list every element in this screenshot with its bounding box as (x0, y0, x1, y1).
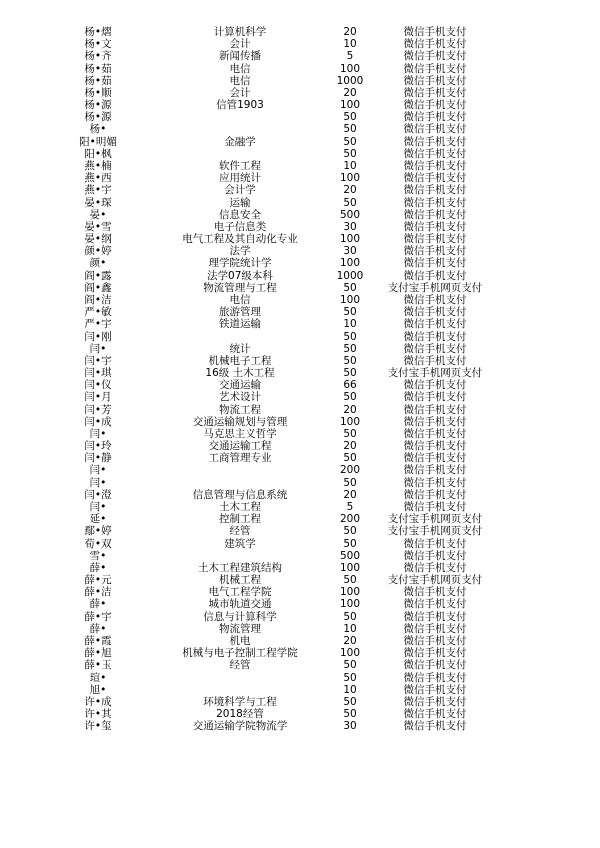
donor-major: 城市轨道交通 (208, 598, 272, 611)
donor-major: 电气工程及其自动化专业 (182, 233, 298, 246)
donation-amount: 50 (343, 342, 357, 355)
payment-method: 微信手机支付 (403, 635, 467, 647)
donor-name: 闫•月 (84, 391, 112, 404)
table-row (0, 221, 600, 233)
donor-major: 会计 (229, 86, 251, 99)
donation-amount: 66 (343, 379, 357, 392)
donor-name: 杨•齐 (84, 50, 112, 63)
payment-method: 微信手机支付 (403, 135, 467, 148)
donor-name: 晏•纲 (84, 233, 112, 246)
donor-major: 土木工程 (219, 501, 261, 514)
donor-name: 阳•枫 (84, 147, 112, 160)
donor-name: 闫• (89, 342, 107, 355)
donor-name: 晏•雪 (84, 220, 112, 233)
donor-name: 旭• (89, 683, 107, 696)
donor-name: 闫•琪 (84, 367, 112, 380)
payment-method: 微信手机支付 (403, 708, 467, 721)
table-row (0, 245, 600, 257)
donor-name: 瑄• (89, 671, 107, 684)
donor-name: 杨•熠 (84, 26, 112, 38)
donor-name: 闫•宇 (84, 354, 112, 367)
donation-amount: 20 (343, 26, 357, 38)
table-row (0, 501, 600, 513)
donor-major: 电信 (229, 62, 251, 75)
donor-name: 薛• (89, 561, 107, 574)
payment-method: 支付宝手机网页支付 (387, 525, 483, 538)
donor-major: 会计 (229, 38, 251, 51)
donor-name: 闫•仪 (84, 379, 112, 392)
donor-major: 电子信息类 (213, 220, 267, 233)
donor-major: 机械工程 (219, 574, 261, 587)
donor-name: 闫•澄 (84, 488, 112, 501)
payment-method: 微信手机支付 (403, 269, 467, 282)
donation-amount: 50 (343, 123, 357, 136)
table-row (0, 574, 600, 586)
table-row (0, 209, 600, 221)
table-row (0, 623, 600, 635)
payment-method: 微信手机支付 (403, 306, 467, 319)
donor-name: 许•玺 (84, 720, 112, 733)
payment-method: 微信手机支付 (403, 245, 467, 258)
payment-method: 微信手机支付 (403, 671, 467, 684)
table-row (0, 464, 600, 476)
payment-method: 微信手机支付 (403, 598, 467, 611)
payment-method: 微信手机支付 (403, 123, 467, 136)
donor-name: 闫• (89, 501, 107, 514)
table-row (0, 270, 600, 282)
donation-amount: 50 (343, 306, 357, 319)
payment-method: 微信手机支付 (403, 452, 467, 465)
donation-amount: 30 (343, 245, 357, 258)
donor-major: 控制工程 (219, 513, 261, 526)
donor-major: 铁道运输 (219, 318, 261, 331)
donor-name: 薛• (89, 622, 107, 635)
table-row (0, 404, 600, 416)
payment-method: 微信手机支付 (403, 440, 467, 453)
donor-major: 交通运输规划与管理 (192, 415, 288, 428)
donor-name: 薛•霞 (84, 635, 112, 647)
table-row (0, 306, 600, 318)
donation-amount: 50 (343, 367, 357, 380)
donor-major: 运输 (229, 196, 251, 209)
donation-amount: 10 (343, 318, 357, 331)
table-row (0, 355, 600, 367)
donation-amount: 50 (343, 452, 357, 465)
donor-major: 信息安全 (219, 208, 261, 221)
table-row (0, 318, 600, 330)
donor-name: 薛•宇 (84, 610, 112, 623)
table-row (0, 197, 600, 209)
payment-method: 微信手机支付 (403, 695, 467, 708)
donor-major: 环境科学与工程 (203, 695, 277, 708)
donor-name: 晏• (89, 208, 107, 221)
payment-method: 微信手机支付 (403, 464, 467, 477)
donor-name: 许•成 (84, 695, 112, 708)
payment-method: 微信手机支付 (403, 391, 467, 404)
donor-name: 阎•露 (84, 269, 112, 282)
payment-method: 微信手机支付 (403, 647, 467, 660)
payment-method: 微信手机支付 (403, 427, 467, 440)
donor-name: 严•敏 (84, 306, 112, 319)
payment-method: 支付宝手机网页支付 (387, 367, 483, 380)
donor-name: 杨•茹 (84, 62, 112, 75)
donor-name: 燕•楠 (84, 159, 112, 172)
donor-name: 阎•鑫 (84, 281, 112, 294)
donor-major: 信息与计算科学 (203, 610, 277, 623)
donor-name: 荀•双 (84, 537, 112, 550)
donor-name: 鄢•婷 (84, 525, 112, 538)
donation-amount: 100 (339, 598, 361, 611)
payment-method: 微信手机支付 (403, 184, 467, 197)
table-row (0, 257, 600, 269)
payment-method: 微信手机支付 (403, 561, 467, 574)
donor-major: 电信 (229, 74, 251, 87)
donation-amount: 50 (343, 659, 357, 672)
payment-method: 微信手机支付 (403, 537, 467, 550)
payment-method: 微信手机支付 (403, 488, 467, 501)
donation-amount: 100 (339, 257, 361, 270)
donor-name: 闫•静 (84, 452, 112, 465)
table-row (0, 659, 600, 671)
donor-name: 杨•源 (84, 99, 112, 112)
donor-major: 土木工程建筑结构 (198, 561, 282, 574)
payment-method: 微信手机支付 (403, 208, 467, 221)
payment-method: 微信手机支付 (403, 342, 467, 355)
payment-method: 微信手机支付 (403, 659, 467, 672)
table-row (0, 708, 600, 720)
table-row (0, 123, 600, 135)
donor-name: 燕•西 (84, 172, 112, 185)
donor-major: 会计学 (224, 184, 256, 197)
donor-name: 阎•洁 (84, 293, 112, 306)
donation-amount: 10 (343, 683, 357, 696)
donation-amount: 100 (339, 647, 361, 660)
table-row (0, 367, 600, 379)
donation-amount: 500 (339, 208, 361, 221)
table-row (0, 684, 600, 696)
donation-amount: 20 (343, 86, 357, 99)
donor-major: 软件工程 (219, 159, 261, 172)
table-row (0, 562, 600, 574)
table-row (0, 99, 600, 111)
payment-method: 微信手机支付 (403, 476, 467, 489)
donor-name: 闫•芳 (84, 403, 112, 416)
donor-major: 信息管理与信息系统 (192, 488, 288, 501)
donation-amount: 10 (343, 622, 357, 635)
donor-name: 延• (89, 513, 107, 526)
donor-name: 薛•元 (84, 574, 112, 587)
donor-major: 机械电子工程 (208, 354, 272, 367)
donor-name: 杨•文 (84, 38, 112, 51)
payment-method: 微信手机支付 (403, 159, 467, 172)
donation-amount: 100 (339, 293, 361, 306)
payment-method: 微信手机支付 (403, 501, 467, 514)
table-row (0, 38, 600, 50)
payment-method: 微信手机支付 (403, 233, 467, 246)
table-row (0, 111, 600, 123)
donation-amount: 100 (339, 415, 361, 428)
donor-major: 交通运输学院物流学 (192, 720, 288, 733)
donor-name: 薛• (89, 598, 107, 611)
table-row (0, 172, 600, 184)
donation-amount: 1000 (336, 74, 364, 87)
donor-major: 机械与电子控制工程学院 (182, 647, 298, 660)
table-row (0, 489, 600, 501)
donation-amount: 50 (343, 135, 357, 148)
donor-major: 经管 (229, 525, 251, 538)
donor-name: 薛•洁 (84, 586, 112, 599)
donation-amount: 50 (343, 671, 357, 684)
donation-amount: 100 (339, 172, 361, 185)
donation-amount: 30 (343, 720, 357, 733)
payment-method: 微信手机支付 (403, 26, 467, 38)
payment-method: 微信手机支付 (403, 293, 467, 306)
donor-major: 电信 (229, 293, 251, 306)
donor-name: 雪• (89, 549, 107, 562)
donor-name: 闫•玲 (84, 440, 112, 453)
donation-amount: 100 (339, 62, 361, 75)
donation-amount: 10 (343, 38, 357, 51)
donation-amount: 20 (343, 488, 357, 501)
donation-amount: 30 (343, 220, 357, 233)
table-row (0, 26, 600, 38)
payment-method: 微信手机支付 (403, 330, 467, 343)
table-row (0, 87, 600, 99)
donor-major: 工商管理专业 (208, 452, 272, 465)
donor-major: 艺术设计 (219, 391, 261, 404)
table-row (0, 379, 600, 391)
donation-amount: 50 (343, 427, 357, 440)
payment-method: 微信手机支付 (403, 99, 467, 112)
table-row (0, 525, 600, 537)
table-row (0, 538, 600, 550)
donor-name: 薛•旭 (84, 647, 112, 660)
donor-major: 旅游管理 (219, 306, 261, 319)
donor-major: 理学院统计学 (208, 257, 272, 270)
payment-method: 微信手机支付 (403, 38, 467, 51)
table-row (0, 672, 600, 684)
table-row (0, 63, 600, 75)
donor-name: 闫• (89, 427, 107, 440)
table-row (0, 294, 600, 306)
donation-amount: 50 (343, 574, 357, 587)
donation-amount: 50 (343, 281, 357, 294)
donor-major: 物流管理与工程 (203, 281, 277, 294)
payment-method: 微信手机支付 (403, 379, 467, 392)
donor-major: 交通运输工程 (208, 440, 272, 453)
payment-method: 微信手机支付 (403, 50, 467, 63)
payment-method: 微信手机支付 (403, 622, 467, 635)
donor-major: 物流工程 (219, 403, 261, 416)
table-row (0, 635, 600, 647)
table-row (0, 477, 600, 489)
donor-name: 严•宇 (84, 318, 112, 331)
payment-method: 微信手机支付 (403, 74, 467, 87)
donation-amount: 20 (343, 440, 357, 453)
donor-name: 闫•刚 (84, 330, 112, 343)
donor-name: 薛•玉 (84, 659, 112, 672)
donation-amount: 50 (343, 708, 357, 721)
payment-method: 微信手机支付 (403, 86, 467, 99)
donation-amount: 1000 (336, 269, 364, 282)
table-row (0, 611, 600, 623)
donor-major: 电气工程学院 (208, 586, 272, 599)
table-row (0, 416, 600, 428)
donor-name: 阳•明媚 (79, 135, 117, 148)
donor-major: 经管 (229, 659, 251, 672)
table-row (0, 440, 600, 452)
donation-amount: 50 (343, 537, 357, 550)
donation-amount: 50 (343, 391, 357, 404)
donation-amount: 20 (343, 403, 357, 416)
donor-name: 闫•成 (84, 415, 112, 428)
donation-amount: 50 (343, 610, 357, 623)
donation-amount: 50 (343, 525, 357, 538)
donation-amount: 500 (339, 549, 361, 562)
table-row (0, 428, 600, 440)
donation-amount: 50 (343, 354, 357, 367)
payment-method: 微信手机支付 (403, 172, 467, 185)
payment-method: 微信手机支付 (403, 403, 467, 416)
table-row (0, 148, 600, 160)
donation-amount: 100 (339, 233, 361, 246)
donor-major: 2018经管 (216, 708, 264, 721)
payment-method: 微信手机支付 (403, 586, 467, 599)
table-row (0, 720, 600, 732)
table-row (0, 647, 600, 659)
donation-amount: 100 (339, 99, 361, 112)
payment-method: 微信手机支付 (403, 111, 467, 124)
table-row (0, 586, 600, 598)
donor-name: 杨•顺 (84, 86, 112, 99)
table-row (0, 598, 600, 610)
donor-name: 晏•琛 (84, 196, 112, 209)
donation-amount: 10 (343, 159, 357, 172)
payment-method: 微信手机支付 (403, 196, 467, 209)
payment-method: 微信手机支付 (403, 147, 467, 160)
donor-name: 闫• (89, 476, 107, 489)
donor-major: 法学 (229, 245, 251, 258)
donation-amount: 5 (346, 501, 354, 514)
donation-amount: 50 (343, 476, 357, 489)
donation-amount: 50 (343, 330, 357, 343)
donor-major: 统计 (229, 342, 251, 355)
payment-method: 微信手机支付 (403, 610, 467, 623)
donor-major: 交通运输 (219, 379, 261, 392)
donation-amount: 200 (339, 464, 361, 477)
table-row (0, 75, 600, 87)
payment-method: 微信手机支付 (403, 318, 467, 331)
donation-amount: 50 (343, 196, 357, 209)
donation-amount: 50 (343, 695, 357, 708)
payment-method: 支付宝手机网页支付 (387, 281, 483, 294)
donation-amount: 200 (339, 513, 361, 526)
payment-method: 支付宝手机网页支付 (387, 574, 483, 587)
donor-major: 物流管理 (219, 622, 261, 635)
table-row (0, 550, 600, 562)
donor-name: 杨•茹 (84, 74, 112, 87)
donor-major: 马克思主义哲学 (203, 427, 277, 440)
table-row (0, 696, 600, 708)
payment-method: 支付宝手机网页支付 (387, 513, 483, 526)
donor-major: 计算机科学 (213, 26, 267, 38)
table-row (0, 343, 600, 355)
donor-name: 许•其 (84, 708, 112, 721)
payment-method: 微信手机支付 (403, 62, 467, 75)
payment-method: 微信手机支付 (403, 415, 467, 428)
payment-method: 微信手机支付 (403, 720, 467, 733)
donation-amount: 100 (339, 586, 361, 599)
donor-major: 新闻传播 (219, 50, 261, 63)
table-row (0, 282, 600, 294)
payment-method: 微信手机支付 (403, 354, 467, 367)
payment-method: 微信手机支付 (403, 549, 467, 562)
table-row (0, 331, 600, 343)
donor-name: 颜•婷 (84, 245, 112, 258)
table-row (0, 50, 600, 62)
donor-name: 颜• (89, 257, 107, 270)
donor-major: 建筑学 (224, 537, 256, 550)
donor-major: 16级 土木工程 (205, 367, 275, 380)
donation-amount: 20 (343, 635, 357, 647)
donation-amount: 5 (346, 50, 354, 63)
table-row (0, 160, 600, 172)
donor-major: 金融学 (224, 135, 256, 148)
table-row (0, 452, 600, 464)
donor-major: 法学07级本科 (207, 269, 273, 282)
table-row (0, 184, 600, 196)
payment-method: 微信手机支付 (403, 220, 467, 233)
donor-name: 闫• (89, 464, 107, 477)
donor-name: 杨• (89, 123, 107, 136)
donation-amount: 100 (339, 561, 361, 574)
payment-method: 微信手机支付 (403, 257, 467, 270)
donor-major: 应用统计 (219, 172, 261, 185)
donation-amount: 20 (343, 184, 357, 197)
table-row (0, 136, 600, 148)
donor-name: 燕•宇 (84, 184, 112, 197)
payment-method: 微信手机支付 (403, 683, 467, 696)
donor-name: 杨•源 (84, 111, 112, 124)
donor-major: 信管1903 (216, 99, 264, 112)
table-row (0, 391, 600, 403)
table-row (0, 513, 600, 525)
table-row (0, 233, 600, 245)
donor-major: 机电 (229, 635, 251, 647)
donation-amount: 50 (343, 147, 357, 160)
donation-amount: 50 (343, 111, 357, 124)
